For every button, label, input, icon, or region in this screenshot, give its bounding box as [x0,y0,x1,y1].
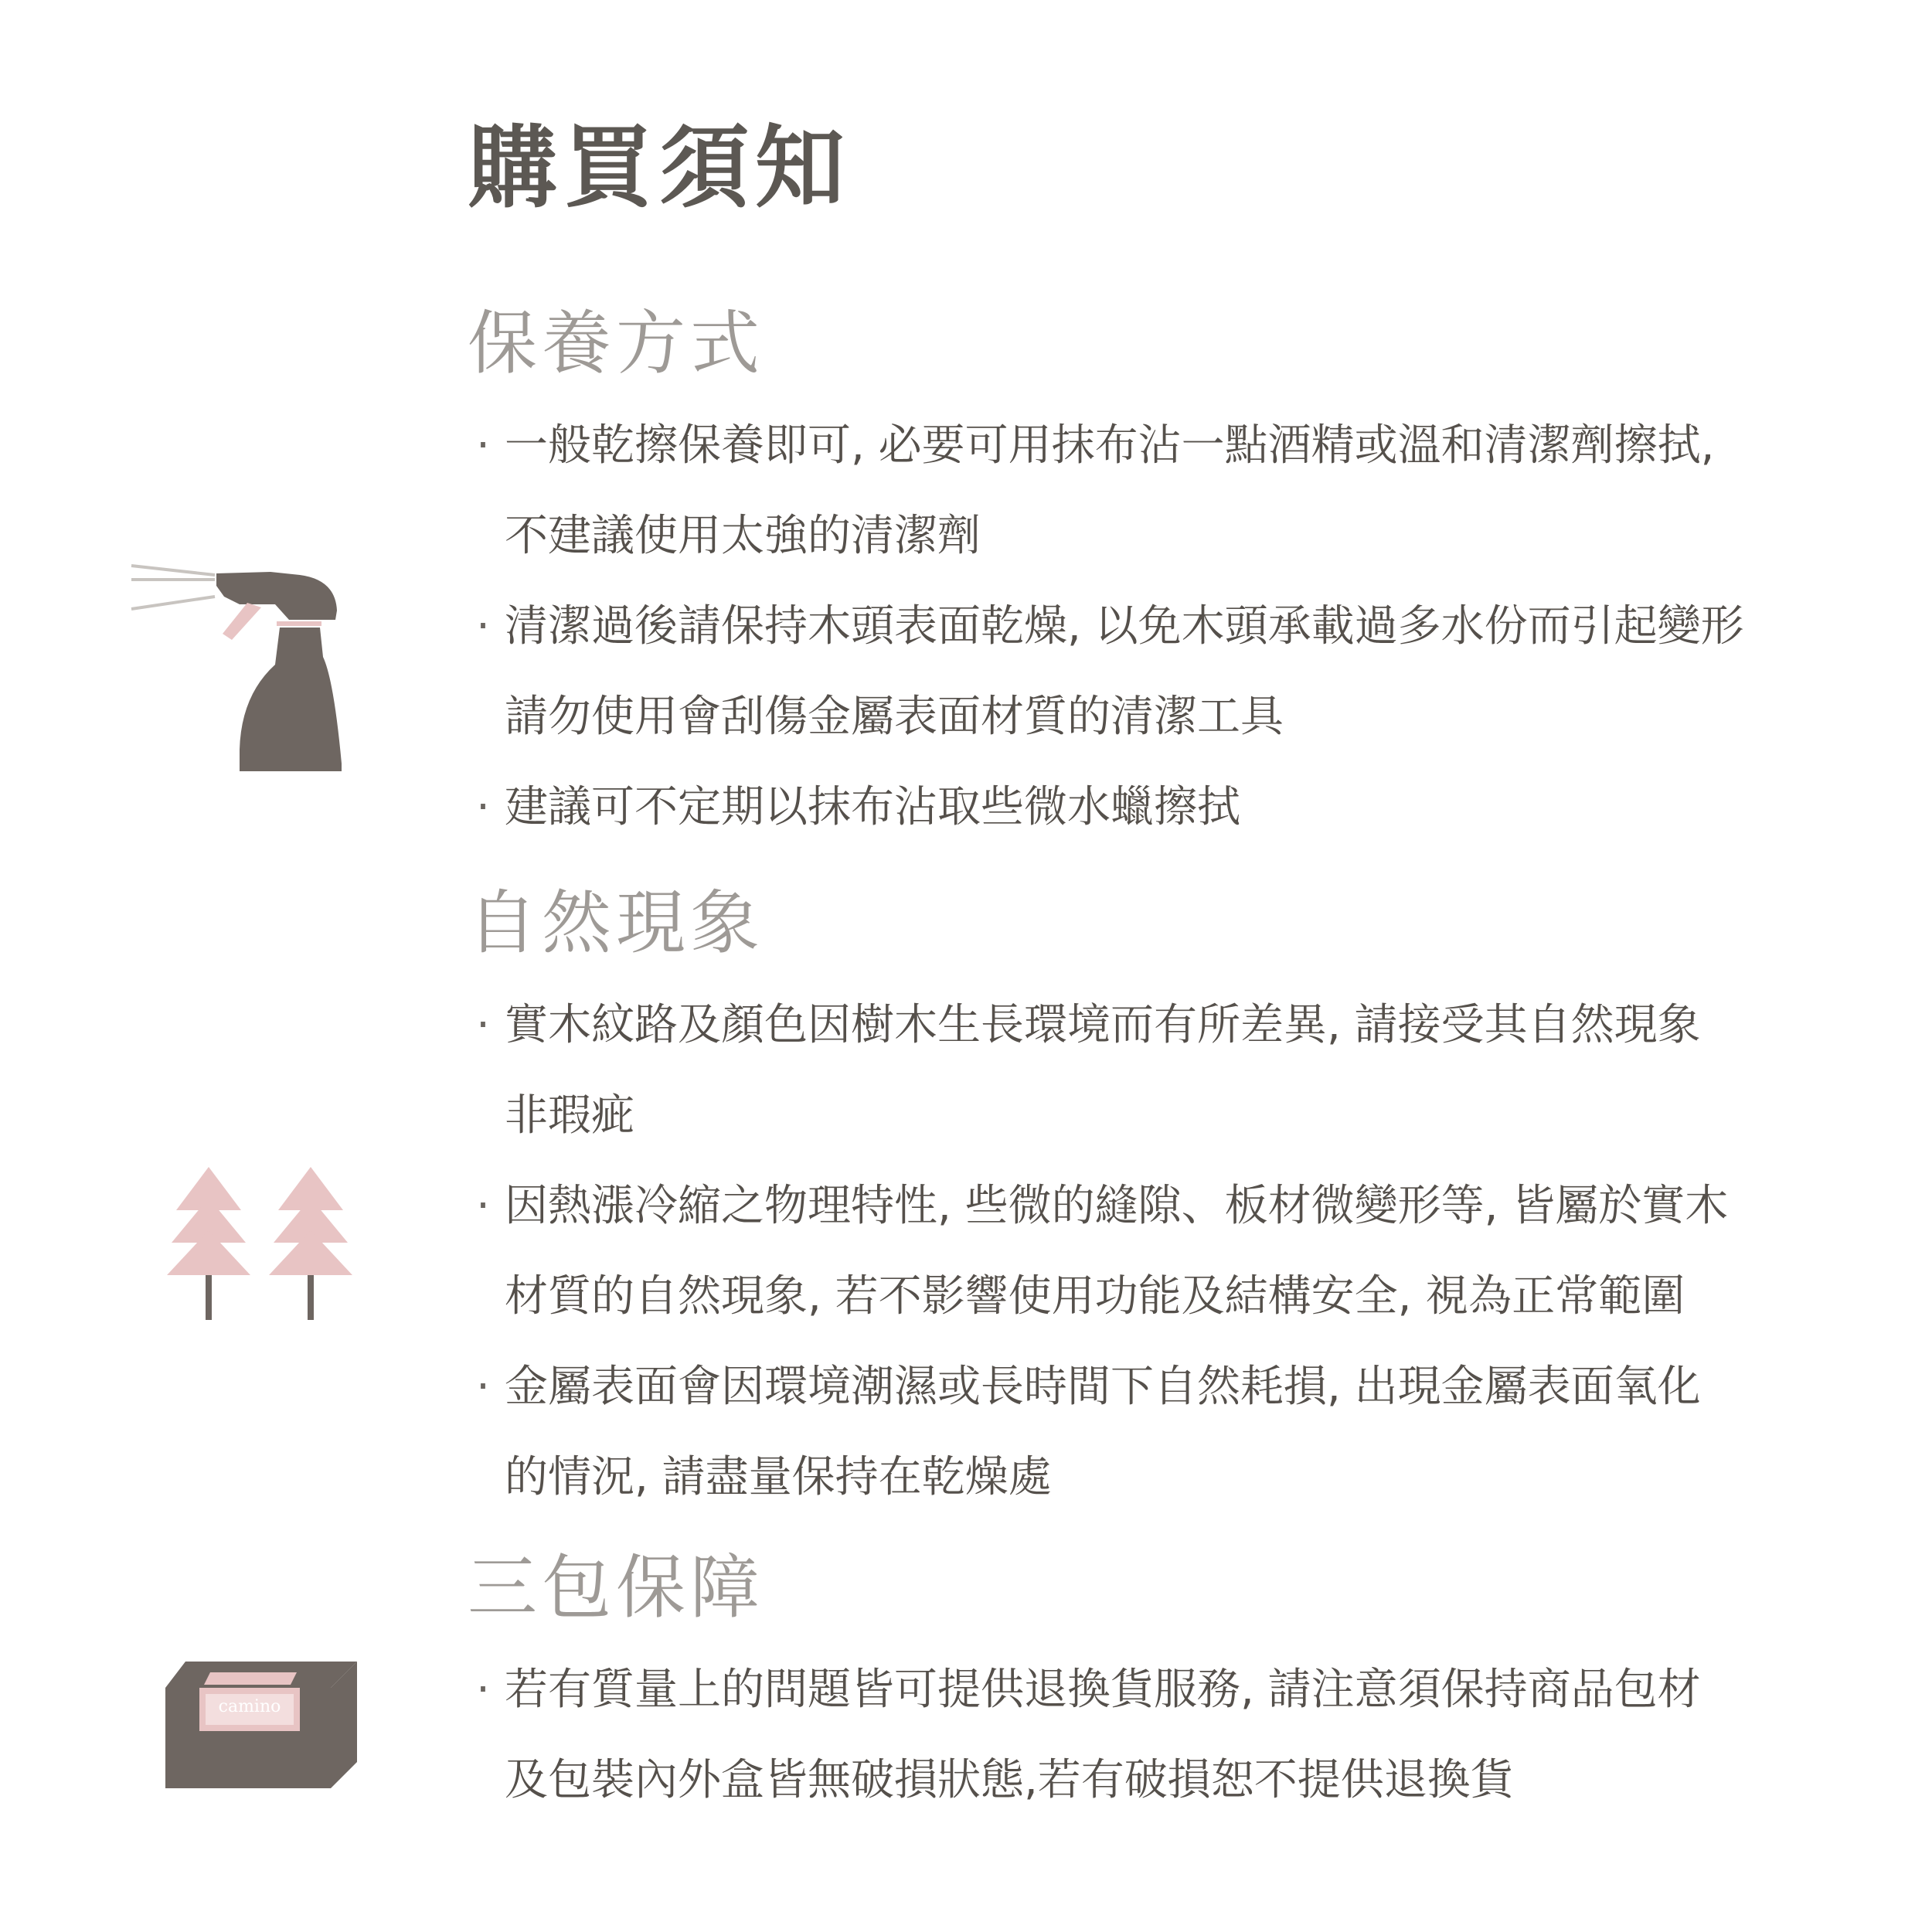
bullet-line: 非瑕疵 [505,1090,634,1141]
bullet-line: 清潔過後請保持木頭表面乾燥, 以免木頭承載過多水份而引起變形 [505,601,1744,651]
list-item [468,762,1920,852]
bullet-dot: · [476,1362,490,1412]
section-title-natural: 自然現象 [468,883,764,964]
bullet-line: 建議可不定期以抹布沾取些微水蠟擦拭 [505,782,1240,832]
section-title-warranty: 三包保障 [468,1547,764,1628]
bullet-line: 若有質量上的問題皆可提供退換貨服務, 請注意須保持商品包材 [505,1665,1701,1715]
section-natural [468,883,1920,1522]
bullet-line: 請勿使用會刮傷金屬表面材質的清潔工具 [505,692,1284,742]
bullet-dot: · [476,1181,490,1231]
list-item [468,1342,1920,1522]
page-title: 購買須知 [468,116,851,220]
spray-bottle-icon [124,556,355,788]
section-warranty [468,1547,1920,1825]
section-care [468,303,1920,852]
bullet-dot: · [476,420,490,471]
bullet-line: 一般乾擦保養即可, 必要可用抹布沾一點酒精或溫和清潔劑擦拭, [505,420,1715,471]
list-item [468,1161,1920,1342]
bullet-dot: · [476,782,490,832]
list-item [468,980,1920,1161]
bullet-line: 實木紋路及顏色因樹木生長環境而有所差異, 請接受其自然現象 [505,1000,1701,1050]
package-box-icon [155,1654,386,1808]
bullet-line: 材質的自然現象, 若不影響使用功能及結構安全, 視為正常範圍 [505,1271,1685,1321]
list-item [468,1645,1920,1825]
list-item [468,400,1920,581]
bullet-line: 及包裝內外盒皆無破損狀態,若有破損恕不提供退換貨 [505,1755,1514,1805]
bullet-line: 金屬表面會因環境潮濕或長時間下自然耗損, 出現金屬表面氧化 [505,1362,1701,1412]
bullet-dot: · [476,1000,490,1050]
trees-icon [155,1159,371,1345]
bullet-line: 不建議使用太強的清潔劑 [505,511,981,561]
bullet-dot: · [476,1665,490,1715]
bullet-line: 的情況, 請盡量保持在乾燥處 [505,1452,1052,1502]
box-label: camino [218,1697,281,1716]
list-item [468,581,1920,762]
section-title-care: 保養方式 [468,303,764,384]
bullet-line: 因熱漲冷縮之物理特性, 些微的縫隙、板材微變形等, 皆屬於實木 [505,1181,1729,1231]
bullet-dot: · [476,601,490,651]
